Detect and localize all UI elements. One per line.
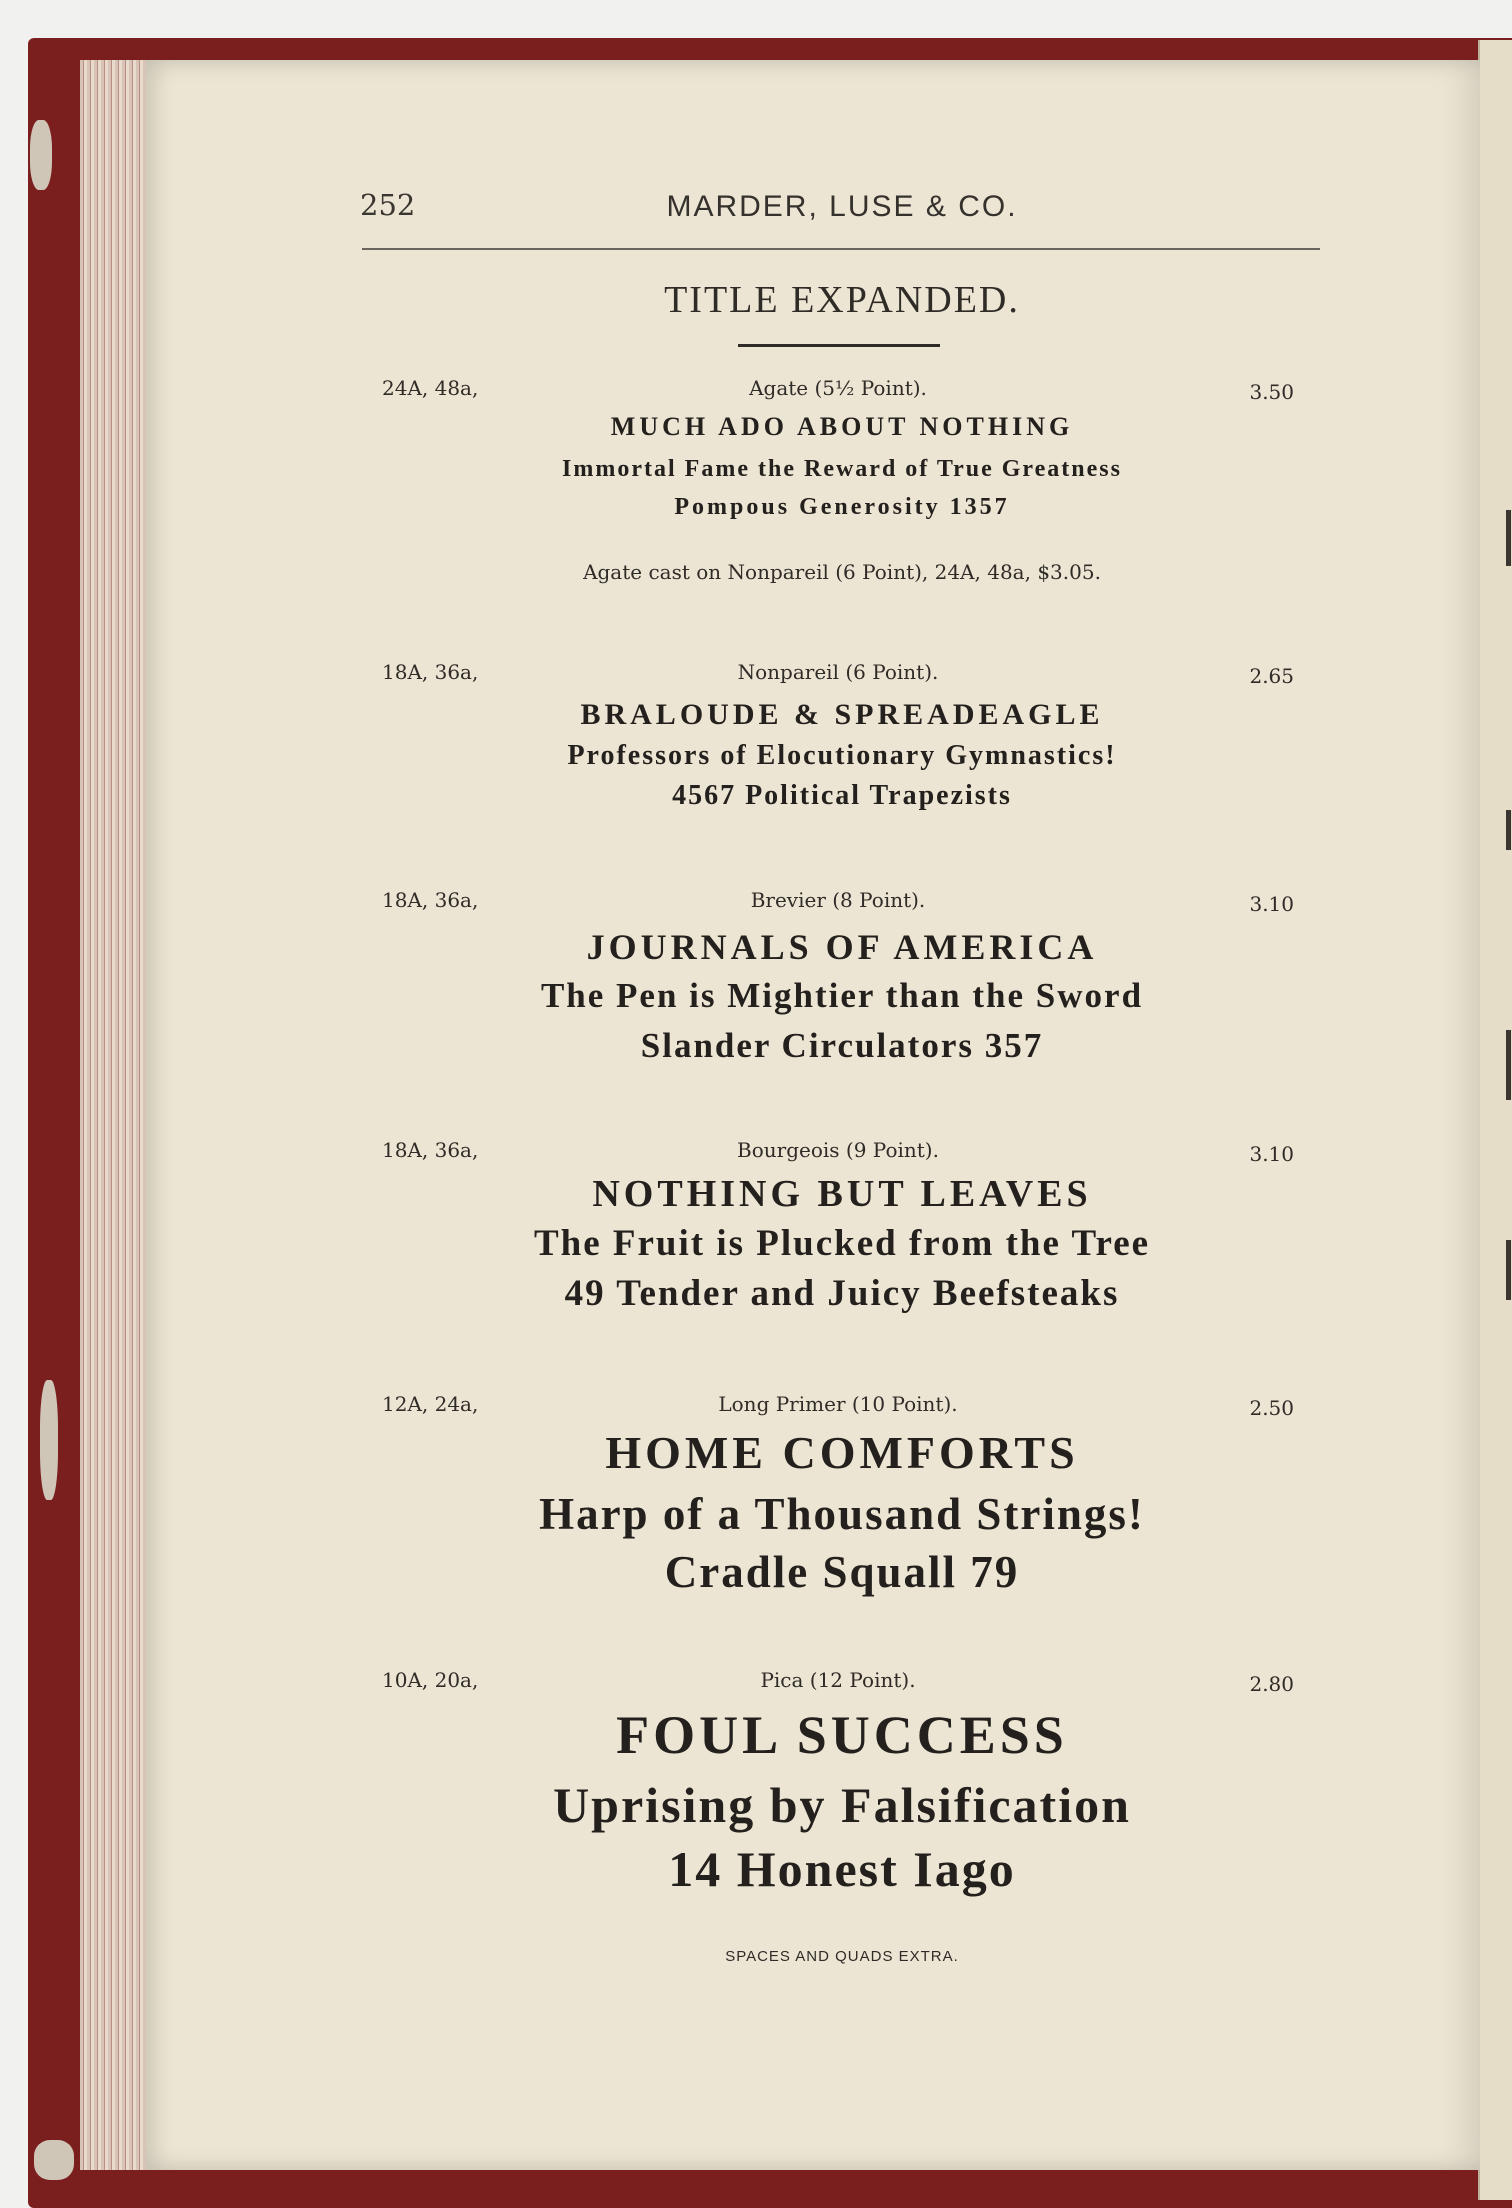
- specimen-line: FOUL SUCCESS: [616, 1705, 1068, 1765]
- specimen-line: HOME COMFORTS: [605, 1427, 1079, 1478]
- cover-wear-spot: [34, 2140, 74, 2180]
- specimen-note: Agate cast on Nonpareil (6 Point), 24A, 48a, $3.05.: [583, 560, 1101, 584]
- facing-page-edge: [1478, 40, 1512, 2200]
- font-size-name: Long Primer (10 Point).: [718, 1392, 958, 1416]
- specimen-spec-line: [382, 660, 1294, 690]
- page-number: 252: [360, 188, 416, 222]
- facing-page-mark: [1506, 1240, 1511, 1300]
- title-rule: [738, 344, 940, 347]
- specimen-spec-line: [382, 1138, 1294, 1168]
- font-price: 3.50: [1249, 380, 1294, 404]
- specimen-line: MUCH ADO ABOUT NOTHING: [610, 412, 1074, 441]
- footer-note: SPACES AND QUADS EXTRA.: [725, 1948, 959, 1965]
- specimen-line: 14 Honest Iago: [668, 1841, 1016, 1897]
- font-size-name: Nonpareil (6 Point).: [737, 660, 939, 684]
- header-rule: [362, 248, 1320, 250]
- font-size-name: Bourgeois (9 Point).: [737, 1138, 939, 1162]
- font-quantity: 18A, 36a,: [382, 660, 479, 684]
- font-quantity: 18A, 36a,: [382, 1138, 479, 1162]
- font-price: 2.65: [1249, 664, 1294, 688]
- specimen-line: Uprising by Falsification: [553, 1777, 1131, 1833]
- cover-wear-spot: [30, 120, 52, 190]
- specimen-line: The Fruit is Plucked from the Tree: [533, 1223, 1151, 1264]
- specimen-spec-line: [382, 1668, 1294, 1698]
- specimen-line: Cradle Squall 79: [664, 1547, 1020, 1597]
- page-edges: [80, 60, 150, 2170]
- specimen-line: 4567 Political Trapezists: [672, 780, 1012, 811]
- specimen-line: 49 Tender and Juicy Beefsteaks: [564, 1273, 1120, 1314]
- font-price: 2.50: [1249, 1396, 1294, 1420]
- specimen-line: Pompous Generosity 1357: [674, 494, 1010, 520]
- specimen-line: JOURNALS OF AMERICA: [586, 927, 1098, 967]
- specimen-spec-line: [382, 888, 1294, 918]
- facing-page-mark: [1506, 1030, 1511, 1100]
- specimen-line: BRALOUDE & SPREADEAGLE: [580, 698, 1104, 731]
- cover-wear-spot: [40, 1380, 58, 1500]
- font-quantity: 18A, 36a,: [382, 888, 479, 912]
- facing-page-mark: [1506, 510, 1511, 566]
- publisher-header: MARDER, LUSE & CO.: [666, 190, 1018, 223]
- specimen-line: The Pen is Mightier than the Sword: [540, 976, 1144, 1015]
- font-price: 3.10: [1249, 892, 1294, 916]
- specimen-line: Professors of Elocutionary Gymnastics!: [567, 740, 1117, 771]
- font-quantity: 10A, 20a,: [382, 1668, 479, 1692]
- specimen-spec-line: [382, 1392, 1294, 1422]
- font-quantity: 24A, 48a,: [382, 376, 479, 400]
- specimen-line: Harp of a Thousand Strings!: [539, 1489, 1145, 1539]
- font-price: 3.10: [1249, 1142, 1294, 1166]
- font-size-name: Agate (5½ Point).: [749, 376, 927, 400]
- specimen-line: Slander Circulators 357: [640, 1026, 1044, 1065]
- font-price: 2.80: [1249, 1672, 1294, 1696]
- font-quantity: 12A, 24a,: [382, 1392, 479, 1416]
- specimen-line: Immortal Fame the Reward of True Greatness: [562, 456, 1122, 482]
- specimen-spec-line: [382, 376, 1294, 406]
- font-size-name: Pica (12 Point).: [760, 1668, 916, 1692]
- facing-page-mark: [1506, 810, 1511, 850]
- font-size-name: Brevier (8 Point).: [750, 888, 926, 912]
- specimen-line: NOTHING BUT LEAVES: [592, 1173, 1092, 1215]
- section-title: TITLE EXPANDED.: [664, 279, 1020, 321]
